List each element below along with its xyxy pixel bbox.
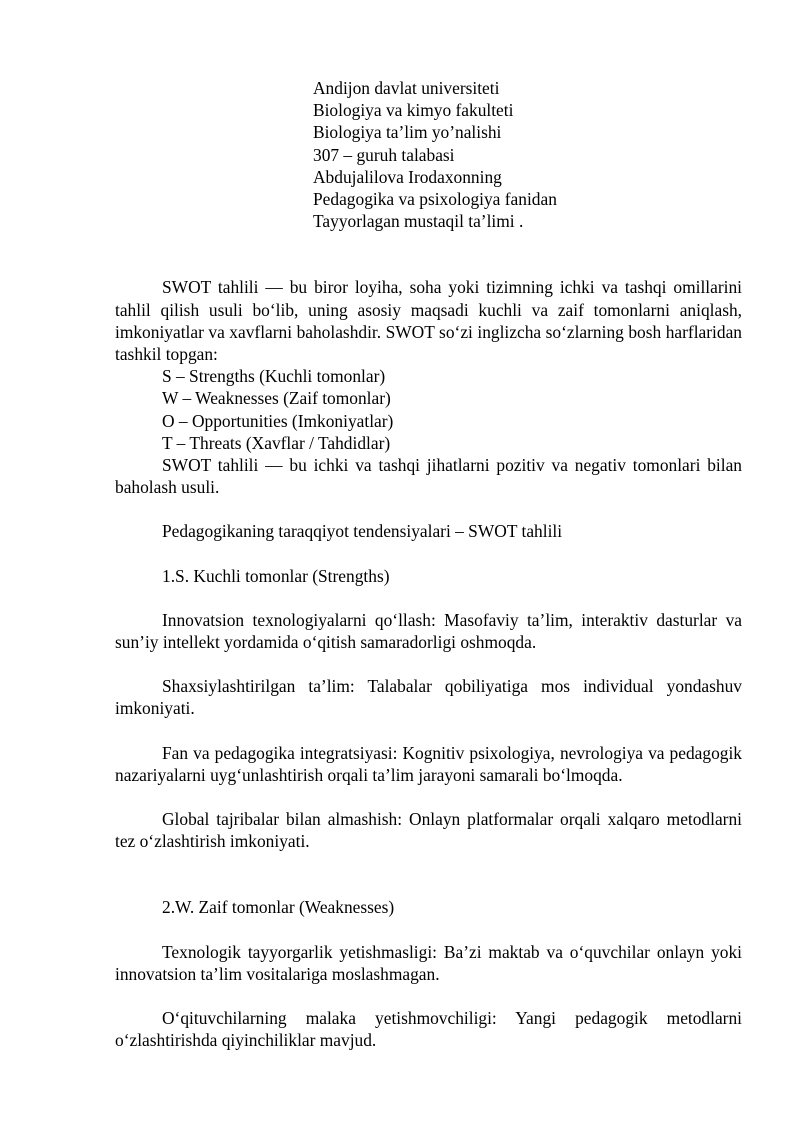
swot-item-weaknesses: W – Weaknesses (Zaif tomonlar) [162,388,391,409]
strength-paragraph: Shaxsiylashtirilgan ta’lim: Talabalar qobiliyatiga mos individual yondashuv imkoniyati. [115,676,742,719]
strength-paragraph: Global tajribalar bilan almashish: Onlayn platformalar orqali xalqaro metodlarni tez o‘zlashtirish imkoniyati. [115,809,742,852]
strength-paragraph: Innovatsion texnologiyalarni qo‘llash: Masofaviy ta’lim, interaktiv dasturlar va sun’iy intellekt yordamida o‘qitish samaradorligi oshmoqda. [115,609,742,653]
group-name: 307 – guruh talabasi [313,144,455,165]
swot-item-opportunities: O – Opportunities (Imkoniyatlar) [162,410,394,431]
university-name: Andijon davlat universiteti [313,78,500,98]
swot-item-threats: T – Threats (Xavflar / Tahdidlar) [162,432,391,453]
student-name: Abdujalilova Irodaxonning [313,166,502,187]
intro-paragraph: SWOT tahlili — bu biror loyiha, soha yoki tizimning ichki va tashqi omillarini tahlil qilish usuli bo‘lib, uning asosiy maqsadi kuchli va zaif tomonlarni aniqlash, imkoniyatlar va xavflarni baholashdir. SWOT so‘zi inglizcha so‘zlarning bosh harflaridan tashkil topgan: [115,277,742,365]
swot-item-strengths: S – Strengths (Kuchli tomonlar) [162,366,386,387]
title-block [313,77,742,232]
weakness-paragraph: Texnologik tayyorgarlik yetishmasligi: Ba’zi maktab va o‘quvchilar onlayn yoki innovatsion ta’lim vositalariga moslashmagan. [115,941,742,984]
topic-title: Pedagogikaning taraqqiyot tendensiyalari – SWOT tahlili [162,521,563,542]
work-title: Tayyorlagan mustaqil ta’limi . [313,211,524,232]
faculty-name: Biologiya va kimyo fakulteti [313,100,514,121]
strengths-heading: 1.S. Kuchli tomonlar (Strengths) [162,565,390,586]
intro-summary: SWOT tahlili — bu ichki va tashqi jihatlarni pozitiv va negativ tomonlari bilan baholash usuli. [115,455,742,498]
weakness-paragraph: O‘qituvchilarning malaka yetishmovchiligi: Yangi pedagogik metodlarni o‘zlashtirishda qiyinchiliklar mavjud. [115,1008,742,1051]
document-page [115,77,742,1052]
weaknesses-heading: 2.W. Zaif tomonlar (Weaknesses) [162,897,395,918]
strength-paragraph: Fan va pedagogika integratsiyasi: Kognitiv psixologiya, nevrologiya va pedagogik nazariyalarni uyg‘unlashtirish orqali ta’lim jarayoni samarali bo‘lmoqda. [115,742,742,785]
program-name: Biologiya ta’lim yo’nalishi [313,122,502,143]
subject-name: Pedagogika va psixologiya fanidan [313,189,557,210]
